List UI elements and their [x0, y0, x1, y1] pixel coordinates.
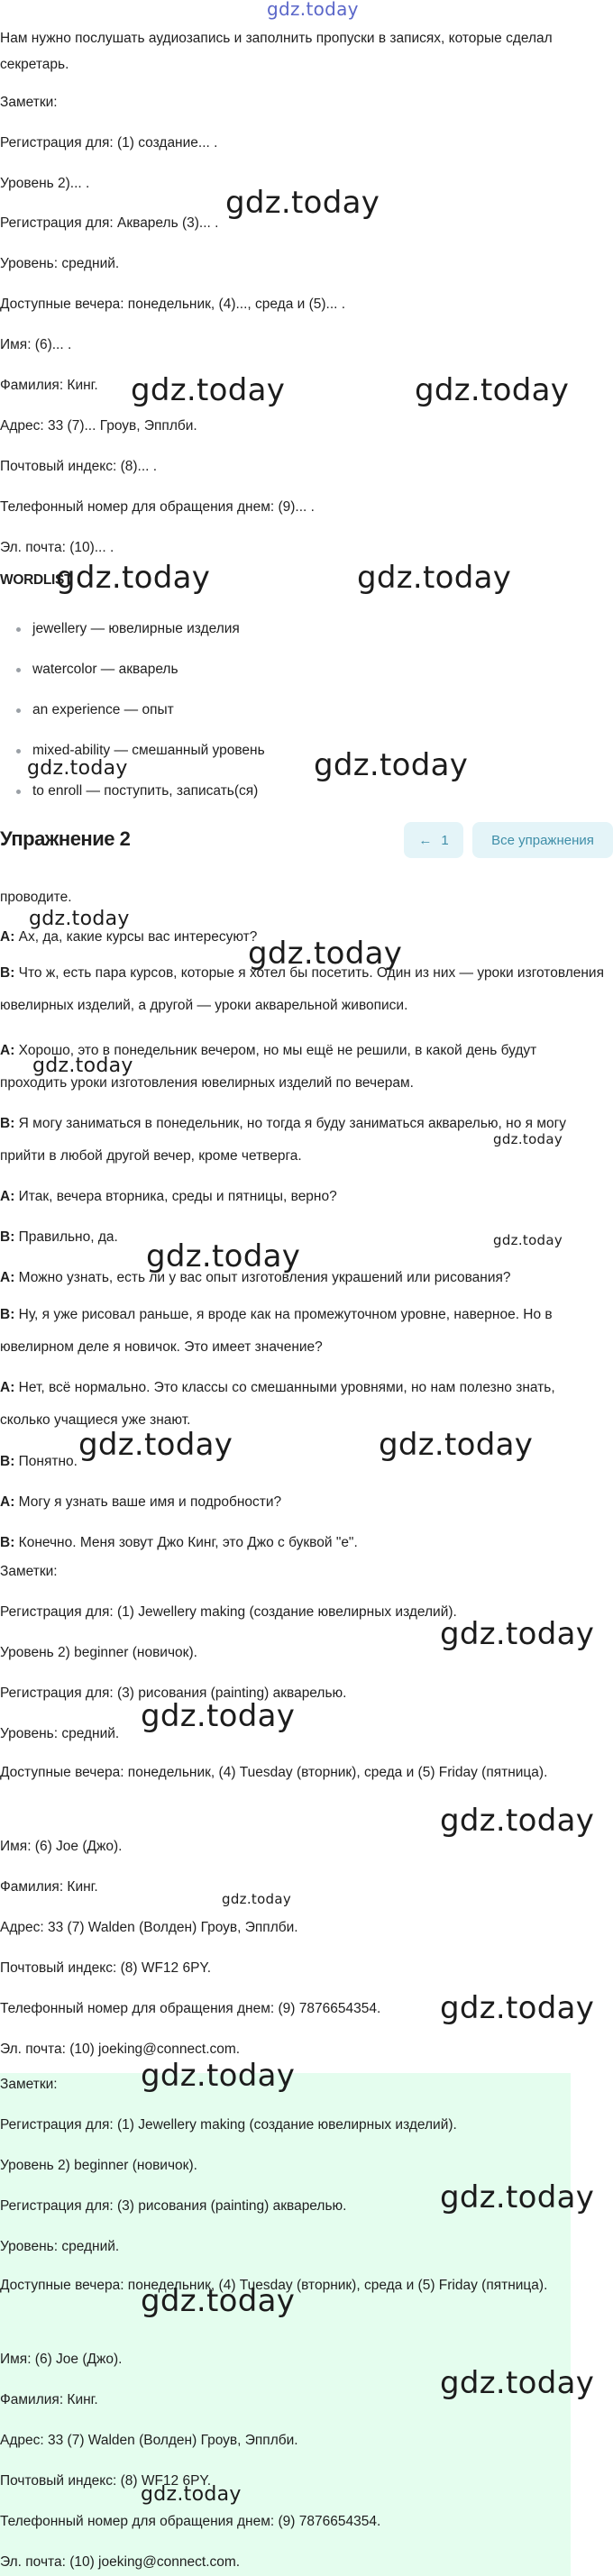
answer-line: Эл. почта: (10) joeking@connect.com. — [0, 2042, 241, 2057]
watermark: gdz.today — [27, 757, 128, 780]
list-item: watercolor — акварель — [13, 660, 265, 700]
dialogue-line: B: Я могу заниматься в понедельник, но тогда я буду заниматься акварелью, но я могу прийти в любой другой вечер, кроме четверга. — [0, 1116, 567, 1164]
notes-blank-line: Уровень 2)... . — [0, 176, 90, 191]
watermark: gdz.today — [440, 1990, 595, 2026]
answer-line: Фамилия: Кинг. — [0, 2392, 98, 2407]
dialogue-line: проводите. — [0, 890, 72, 905]
dialogue-line: B: Понятно. — [0, 1454, 78, 1469]
watermark: gdz.today — [29, 908, 130, 930]
answer-line: Фамилия: Кинг. — [0, 1879, 98, 1895]
answer-line: Регистрация для: (3) рисования (painting) акварелью. — [0, 2198, 347, 2214]
watermark: gdz.today — [225, 185, 380, 221]
answer-line: Регистрация для: (3) рисования (painting) акварелью. — [0, 1685, 347, 1701]
watermark: gdz.today — [357, 560, 512, 596]
notes-blank-line: Регистрация для: Акварель (3)... . — [0, 215, 219, 231]
watermark: gdz.today — [493, 1131, 563, 1147]
list-item: jewellery — ювелирные изделия — [13, 619, 265, 660]
notes-blank-line: Доступные вечера: понедельник, (4)..., среда и (5)... . — [0, 297, 346, 312]
answer-line: Почтовый индекс: (8) WF12 6PY. — [0, 1960, 212, 1976]
watermark: gdz.today — [141, 2483, 242, 2506]
list-item: an experience — опыт — [13, 700, 265, 741]
dialogue-line: B: Конечно. Меня зовут Джо Кинг, это Джо с буквой "е". — [0, 1535, 358, 1550]
all-exercises-button[interactable]: Все упражнения — [472, 822, 613, 858]
watermark: gdz.today — [440, 1616, 595, 1652]
wordlist-label: WORDLIST — [0, 572, 73, 588]
dialogue-line: A: Могу я узнать ваше имя и подробности? — [0, 1494, 282, 1510]
notes-blank-line: Имя: (6)... . — [0, 337, 72, 352]
dialogue-line: A: Итак, вечера вторника, среды и пятницы, верно? — [0, 1189, 337, 1204]
dialogue-line: B: Что ж, есть пара курсов, которые я хотел бы посетить. Один из них — уроки изготовления ювелирных изделий, а другой — уроки акварельной живописи. — [0, 965, 604, 1013]
list-item: to enroll — поступить, записать(ся) — [13, 781, 265, 822]
answer-line: Телефонный номер для обращения днем: (9) 7876654354. — [0, 2001, 381, 2016]
prev-exercise-label: 1 — [441, 832, 449, 848]
notes-blank-line: Почтовый индекс: (8)... . — [0, 459, 158, 474]
watermark: gdz.today — [440, 2365, 595, 2401]
watermark: gdz.today — [56, 560, 211, 596]
site-logo[interactable]: gdz.today — [267, 0, 359, 20]
answers-box — [0, 2073, 571, 2576]
answer-line: Адрес: 33 (7) Walden (Волден) Гроув, Эпплби. — [0, 1920, 298, 1935]
answer-line: Почтовый индекс: (8) WF12 6PY. — [0, 2473, 212, 2489]
notes-blank-line: Адрес: 33 (7)... Гроув, Эпплби. — [0, 418, 197, 434]
answer-line: Уровень 2) beginner (новичок). — [0, 2158, 197, 2173]
watermark: gdz.today — [248, 936, 403, 972]
answer-line: Уровень 2) beginner (новичок). — [0, 1645, 197, 1660]
answer-line: Имя: (6) Joe (Джо). — [0, 2352, 123, 2367]
notes-blank-line: Уровень: средний. — [0, 256, 120, 271]
answer-line: Эл. почта: (10) joeking@connect.com. — [0, 2554, 241, 2570]
answer-line: Заметки: — [0, 1564, 58, 1579]
dialogue-line: B: Правильно, да. — [0, 1229, 118, 1245]
wordlist — [13, 619, 265, 822]
list-item: mixed-ability — смешанный уровень — [13, 741, 265, 781]
dialogue-line: B: Ну, я уже рисовал раньше, я вроде как на промежуточном уровне, наверное. Но в ювелирном деле я новичок. Это имеет значение? — [0, 1307, 553, 1355]
dialogue-line: A: Можно узнать, есть ли у вас опыт изготовления украшений или рисования? — [0, 1270, 511, 1285]
dialogue-line: A: Хорошо, это в понедельник вечером, но мы ещё не решили, в какой день будут проходить уроки изготовления ювелирных изделий по вечерам. — [0, 1043, 537, 1091]
answer-line: Уровень: средний. — [0, 2239, 120, 2254]
notes-blank-line: Фамилия: Кинг. — [0, 378, 98, 393]
answer-line: Доступные вечера: понедельник, (4) Tuesday (вторник), среда и (5) Friday (пятница). — [0, 2278, 548, 2293]
notes-blank-line: Регистрация для: (1) создание... . — [0, 135, 218, 151]
watermark: gdz.today — [222, 1891, 292, 1907]
notes-blank-line: Заметки: — [0, 95, 58, 110]
watermark: gdz.today — [146, 1238, 301, 1274]
watermark: gdz.today — [415, 372, 570, 408]
answer-line: Уровень: средний. — [0, 1726, 120, 1741]
exercise-title: Упражнение 2 — [0, 827, 131, 850]
watermark: gdz.today — [141, 1698, 296, 1734]
dialogue-line: A: Нет, всё нормально. Это классы со смешанными уровнями, но нам полезно знать, сколько учащиеся уже знают. — [0, 1380, 555, 1428]
watermark: gdz.today — [440, 1803, 595, 1839]
answer-line: Телефонный номер для обращения днем: (9) 7876654354. — [0, 2514, 381, 2529]
watermark: gdz.today — [493, 1232, 563, 1248]
watermark: gdz.today — [141, 2283, 296, 2319]
watermark: gdz.today — [78, 1427, 233, 1463]
answer-line: Адрес: 33 (7) Walden (Волден) Гроув, Эпплби. — [0, 2433, 298, 2448]
watermark: gdz.today — [440, 2179, 595, 2215]
answer-line: Имя: (6) Joe (Джо). — [0, 1839, 123, 1854]
answer-line: Доступные вечера: понедельник, (4) Tuesday (вторник), среда и (5) Friday (пятница). — [0, 1765, 548, 1780]
answer-line: Регистрация для: (1) Jewellery making (создание ювелирных изделий). — [0, 1604, 457, 1620]
watermark: gdz.today — [314, 747, 469, 783]
dialogue-line: A: Ах, да, какие курсы вас интересуют? — [0, 929, 258, 945]
watermark: gdz.today — [379, 1427, 534, 1463]
task-intro: Нам нужно послушать аудиозапись и заполнить пропуски в записях, которые сделал секретарь. — [0, 31, 553, 72]
watermark: gdz.today — [32, 1055, 133, 1077]
notes-blank-line: Телефонный номер для обращения днем: (9)... . — [0, 499, 315, 515]
answer-line: Регистрация для: (1) Jewellery making (создание ювелирных изделий). — [0, 2117, 457, 2133]
watermark: gdz.today — [141, 2058, 296, 2094]
answer-line: Заметки: — [0, 2077, 58, 2092]
notes-blank-line: Эл. почта: (10)... . — [0, 540, 114, 555]
prev-exercise-button[interactable] — [404, 822, 463, 858]
watermark: gdz.today — [131, 372, 286, 408]
arrow-left-icon: ← — [418, 832, 433, 848]
